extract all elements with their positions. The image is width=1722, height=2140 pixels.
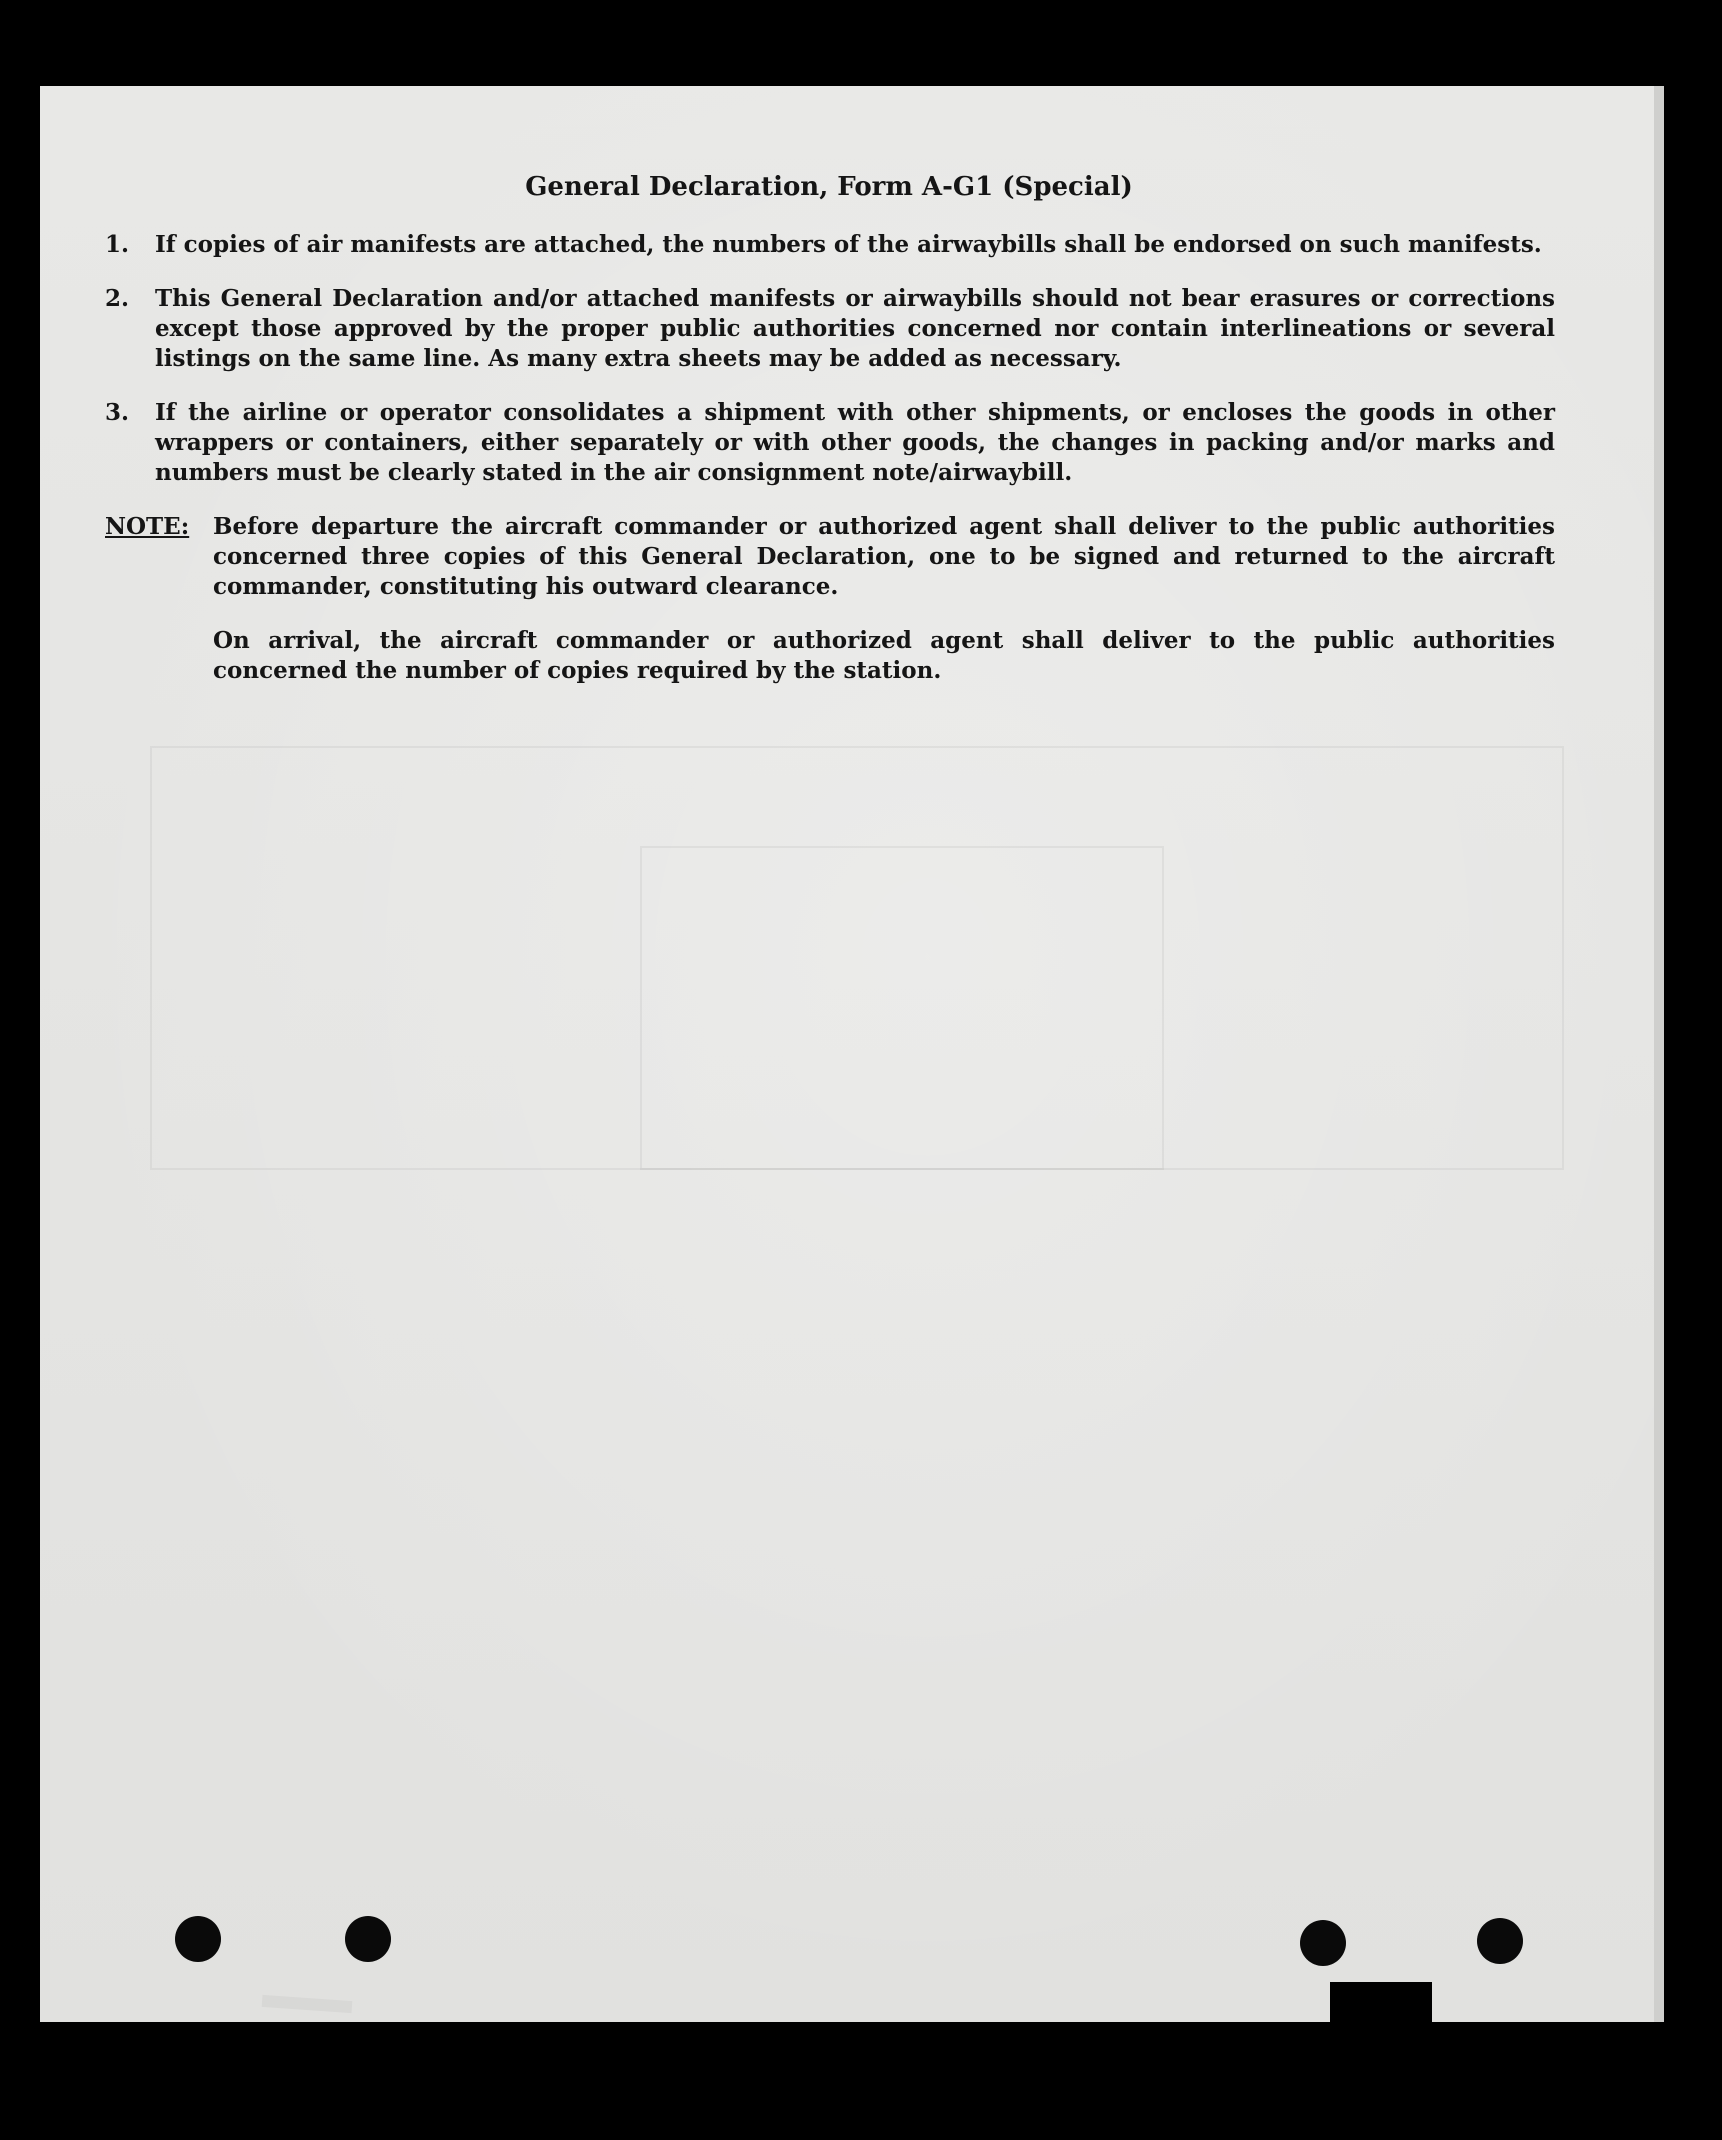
note-block [103,512,1555,602]
list-item [103,398,1555,488]
punch-hole [345,1916,391,1962]
declaration-text [103,170,1555,686]
paper-edge [1654,86,1664,2022]
item-text: This General Declaration and/or attached manifests or airwaybills should not bear erasures or corrections except those approved by the proper public authorities concerned nor contain interlineations or several listings on the same line. As many extra sheets may be added as necessary. [155,285,1555,372]
punch-hole [175,1916,221,1962]
punch-hole [1300,1920,1346,1966]
item-number: 3. [105,399,130,426]
note-text: Before departure the aircraft commander or authorized agent shall deliver to the public authorities concerned three copies of this General Declaration, one to be signed and returned to the aircraft commander, constituting his outward clearance. [213,513,1555,600]
list-item [103,284,1555,374]
item-number: 2. [105,285,130,312]
note-label: NOTE: [105,513,190,540]
note-continuation: On arrival, the aircraft commander or authorized agent shall deliver to the public authorities concerned the number of copies required by the station. [213,627,1555,684]
item-text: If copies of air manifests are attached, the numbers of the airwaybills shall be endorsed on such manifests. [155,231,1542,258]
bleed-through-box [640,846,1164,1170]
item-text: If the airline or operator consolidates a shipment with other shipments, or encloses the goods in other wrappers or containers, either separately or with other goods, the changes in packing and/or marks and numbers must be clearly stated in the air consignment note/airwaybill. [155,399,1555,486]
binding-tab [1330,1982,1432,2022]
page-title: General Declaration, Form A-G1 (Special) [525,172,1133,202]
punch-hole [1477,1918,1523,1964]
item-number: 1. [105,231,130,258]
list-item [103,230,1555,260]
